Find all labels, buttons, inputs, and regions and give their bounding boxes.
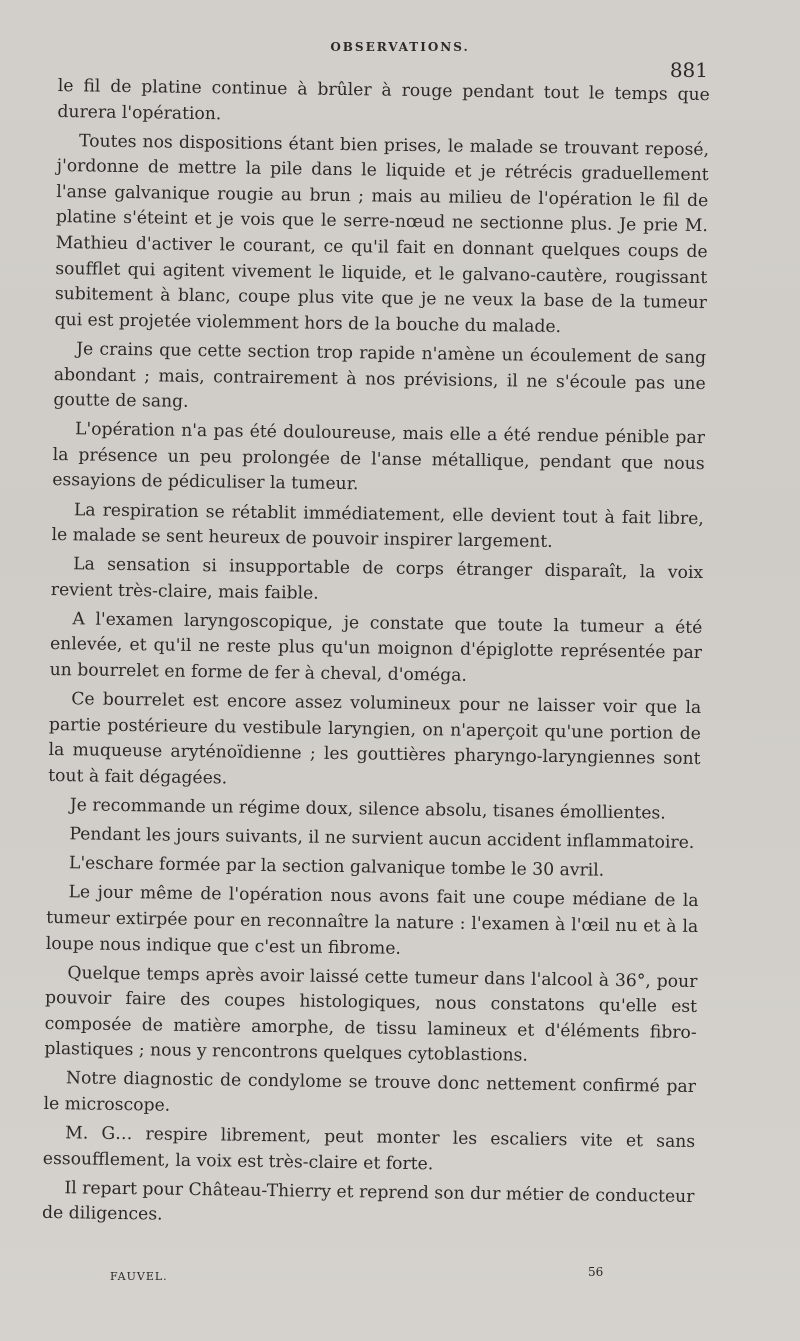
paragraph: L'opération n'a pas été douloureuse, mais elle a été rendue pénible par la présence un peu prolongée de l'anse métallique, pendant que nous essayions de pédiculiser la tumeur. [52,419,706,495]
paragraph-continued: le fil de platine continue à brûler à rouge pendant tout le temps que durera l'opération. [57,75,710,124]
paragraph: M. G… respire librement, peut monter les escaliers vite et sans essoufflement, la voix est très-claire et forte. [42,1123,696,1175]
paragraph: Je crains que cette section trop rapide n'amène un écoulement de sang abondant ; mais, contrairement à nos prévisions, il ne s'écoule pas une goutte de sang. [53,339,707,412]
paragraph: L'eschare formée par la section galvanique tombe le 30 avril. [68,853,605,881]
sheet-number: 56 [588,1265,604,1279]
paragraph: Il repart pour Château-Thierry et reprend son dur métier de conducteur de diligences. [41,1178,695,1226]
page-number: 881 [669,58,708,82]
body-text [42,74,710,1240]
paragraph: Toutes nos dispositions étant bien prises, le malade se trouvant reposé, j'ordonne de mettre la pile dans le liquide et je rétrécis graduellement l'anse galvanique rougie au brun ; mais au milieu de l'opération le fil de platine s'éteint et je vois que le serre-nœud ne sectionne plus. Je prie M. Mathieu d'activer le courant, ce qu'il fait en donnant quelques coups de soufflet qui agitent vivement le liquide, et le galvano-cautère, rougissant subitement à blanc, coupe plus vite que je ne veux la base de la tumeur qui est projetée violemment hors de la bouche du malade. [54,130,710,337]
paragraph: Notre diagnostic de condylome se trouve donc nettement confirmé par le microscope. [43,1068,697,1116]
paragraph: La sensation si insupportable de corps étranger disparaît, la voix revient très-claire, mais faible. [50,554,704,604]
paragraph: A l'examen laryngoscopique, je constate que toute la tumeur a été enlevée, et qu'il ne reste plus qu'un moignon d'épiglotte représentée par un bourrelet en forme de fer à cheval, d'oméga. [49,609,703,686]
paragraph: La respiration se rétablit immédiatement, elle devient tout à fait libre, le malade se sent heureux de pouvoir inspirer largement. [51,499,704,553]
paragraph: Quelque temps après avoir laissé cette tumeur dans l'alcool à 36°, pour pouvoir faire des coupes histologiques, nous constatons qu'elle est composée de matière amorphe, de tissu lamineux et d'éléments fibro-plastiques ; nous y rencontrons quelques cytoblastions. [44,962,698,1067]
paragraph: Le jour même de l'opération nous avons fait une coupe médiane de la tumeur extirpée pour en reconnaître la nature : l'examen à l'œil nu et à la loupe nous indique que c'est un fibrome. [45,882,699,959]
printer-signature: FAUVEL. [110,1270,168,1283]
paragraph: Je recommande un régime doux, silence absolu, tisanes émollientes. [69,795,666,824]
paragraph: Ce bourrelet est encore assez volumineux pour ne laisser voir que la partie postérieure du vestibule laryngien, on n'aperçoit qu'une portion de la muqueuse aryténoïdienne ; les gouttières pharyngo-laryngiennes sont tout à fait dégagées. [48,689,702,789]
paragraph: Pendant les jours suivants, il ne survient aucun accident inflammatoire. [69,824,695,854]
running-title: OBSERVATIONS. [330,40,470,54]
